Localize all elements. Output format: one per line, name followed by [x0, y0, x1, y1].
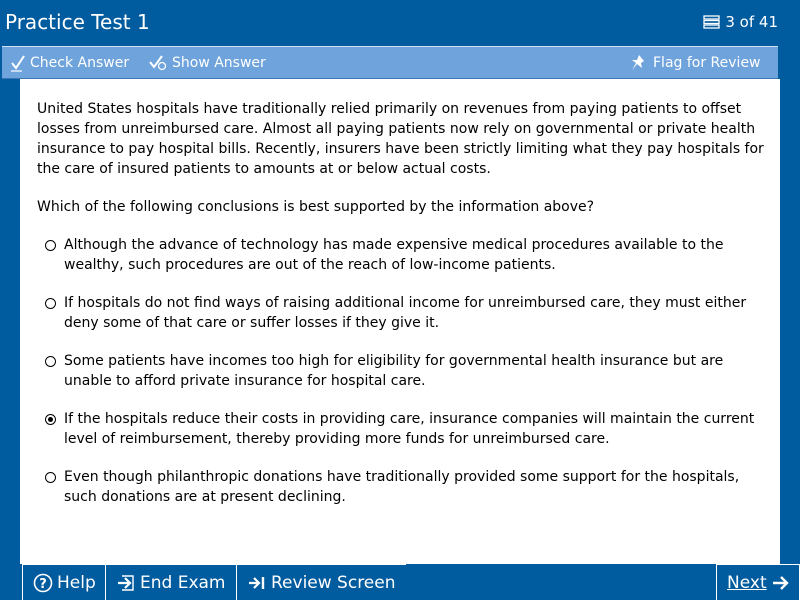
question-progress — [703, 12, 778, 32]
title-bar — [0, 0, 800, 44]
checkmark-icon — [10, 54, 26, 72]
choice-text: Although the advance of technology has made expensive medical procedures available to the wealthy, such procedures are out of the reach of low-income patients. — [64, 237, 724, 273]
check-answer-label: Check Answer — [30, 54, 130, 71]
exit-arrow-icon — [116, 574, 136, 592]
choice-text: If the hospitals reduce their costs in providing care, insurance companies will maintain the current level of reimbursement, thereby providing more funds for unreimbursed care. — [64, 411, 755, 447]
question-stem: Which of the following conclusions is best supported by the information above? — [37, 199, 595, 215]
choice-text: Some patients have incomes too high for eligibility for governmental health insurance but are unable to afford private insurance for hospital care. — [64, 353, 724, 389]
progress-label: 3 of 41 — [725, 13, 778, 31]
next-label: Next — [727, 572, 767, 593]
svg-text:?: ? — [39, 576, 47, 592]
review-screen-button[interactable] — [236, 564, 406, 600]
toolbar — [2, 46, 778, 79]
pushpin-icon — [629, 53, 649, 73]
passage-text: United States hospitals have traditionally relied primarily on revenues from paying patients to offset losses from unreimbursed care. Almost all paying patients now rely on governmental or private health insurance to pay hospital bills. Recently, insurers have been strictly limiting what they pay hospitals for the care of insured patients to amounts at or below actual costs. — [37, 101, 764, 177]
question-panel — [20, 79, 780, 564]
radio-button[interactable] — [45, 240, 56, 251]
choice-text: If hospitals do not find ways of raising additional income for unreimbursed care, they must either deny some of that care or suffer losses if they give it. — [64, 295, 747, 331]
next-button[interactable] — [716, 564, 800, 600]
end-exam-label: End Exam — [140, 572, 226, 593]
show-answer-label: Show Answer — [172, 54, 266, 71]
radio-button[interactable] — [45, 414, 56, 425]
arrow-right-icon — [771, 574, 791, 592]
check-answer-button[interactable] — [10, 47, 129, 78]
radio-button[interactable] — [45, 298, 56, 309]
magnifier-check-icon — [148, 54, 168, 72]
window-title: Practice Test 1 — [5, 10, 150, 34]
show-answer-button[interactable] — [148, 47, 266, 78]
flag-for-review-button[interactable] — [629, 47, 761, 78]
review-screen-label: Review Screen — [271, 572, 396, 593]
bottom-bar — [0, 564, 800, 600]
help-circle-icon — [33, 573, 53, 593]
help-button[interactable] — [22, 564, 105, 600]
flag-for-review-label: Flag for Review — [653, 54, 761, 71]
radio-button[interactable] — [45, 356, 56, 367]
radio-button[interactable] — [45, 472, 56, 483]
choice-text: Even though philanthropic donations have traditionally provided some support for the hospitals, such donations are at present declining. — [64, 469, 740, 505]
document-stack-icon — [703, 15, 721, 29]
arrow-bar-icon — [247, 574, 267, 592]
end-exam-button[interactable] — [105, 564, 236, 600]
help-label: Help — [57, 572, 96, 593]
